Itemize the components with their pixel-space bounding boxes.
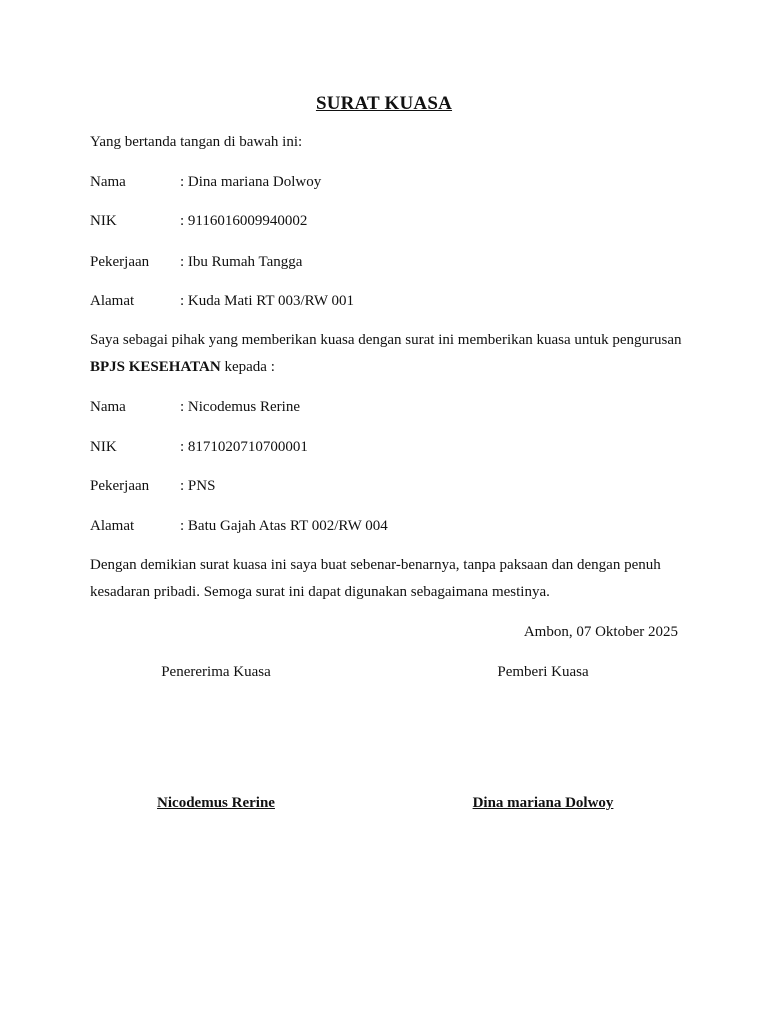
signature-name-left: Nicodemus Rerine: [157, 795, 275, 811]
grantor-nik-value: : 9116016009940002: [180, 213, 308, 229]
grantee-name-label: Nama: [90, 399, 126, 415]
place-date: Ambon, 07 Oktober 2025: [523, 624, 678, 640]
grantee-job-row: [90, 476, 215, 496]
signature-heading-left: Penererima Kuasa: [161, 664, 271, 680]
grantor-address-row: [90, 291, 354, 311]
grantee-address-value: : Batu Gajah Atas RT 002/RW 004: [180, 518, 388, 534]
grantee-name-value: : Nicodemus Rerine: [180, 399, 300, 415]
grantor-job-row: [90, 252, 302, 272]
signature-name-right: Dina mariana Dolwoy: [472, 795, 614, 811]
grantee-nik-row: [90, 437, 308, 457]
grantor-name-label: Nama: [90, 174, 126, 190]
grantor-address-label: Alamat: [90, 293, 135, 309]
grantee-job-value: : PNS: [180, 478, 216, 494]
grantee-address-row: [90, 516, 388, 536]
statement-bold-text: BPJS KESEHATAN: [90, 359, 221, 375]
document-title: SURAT KUASA: [315, 93, 453, 114]
grantor-name-value: : Dina mariana Dolwoy: [180, 174, 322, 190]
grantee-job-label: Pekerjaan: [90, 478, 150, 494]
statement-text-1: Saya sebagai pihak yang memberikan kuasa dengan surat ini memberikan kuasa untuk pengurusan: [90, 332, 682, 348]
signature-heading-right: Pemberi Kuasa: [497, 664, 589, 680]
grantor-name-row: [90, 172, 321, 192]
intro-text: Yang bertanda tangan di bawah ini:: [90, 134, 303, 150]
grantee-nik-value: : 8171020710700001: [180, 439, 308, 455]
grantor-nik-row: [90, 211, 307, 231]
statement-paragraph: [90, 327, 690, 381]
grantor-job-value: : Ibu Rumah Tangga: [180, 254, 303, 270]
grantor-job-label: Pekerjaan: [90, 254, 150, 270]
grantee-address-label: Alamat: [90, 518, 135, 534]
grantor-address-value: : Kuda Mati RT 003/RW 001: [180, 293, 354, 309]
grantee-nik-label: NIK: [90, 439, 117, 455]
grantor-nik-label: NIK: [90, 213, 117, 229]
closing-paragraph: Dengan demikian surat kuasa ini saya buat sebenar-benarnya, tanpa paksaan dan dengan penuh kesadaran pribadi. Semoga surat ini dapat digunakan sebagaimana mestinya.: [90, 557, 661, 600]
statement-text-2: kepada :: [220, 359, 275, 375]
grantee-name-row: [90, 397, 300, 417]
